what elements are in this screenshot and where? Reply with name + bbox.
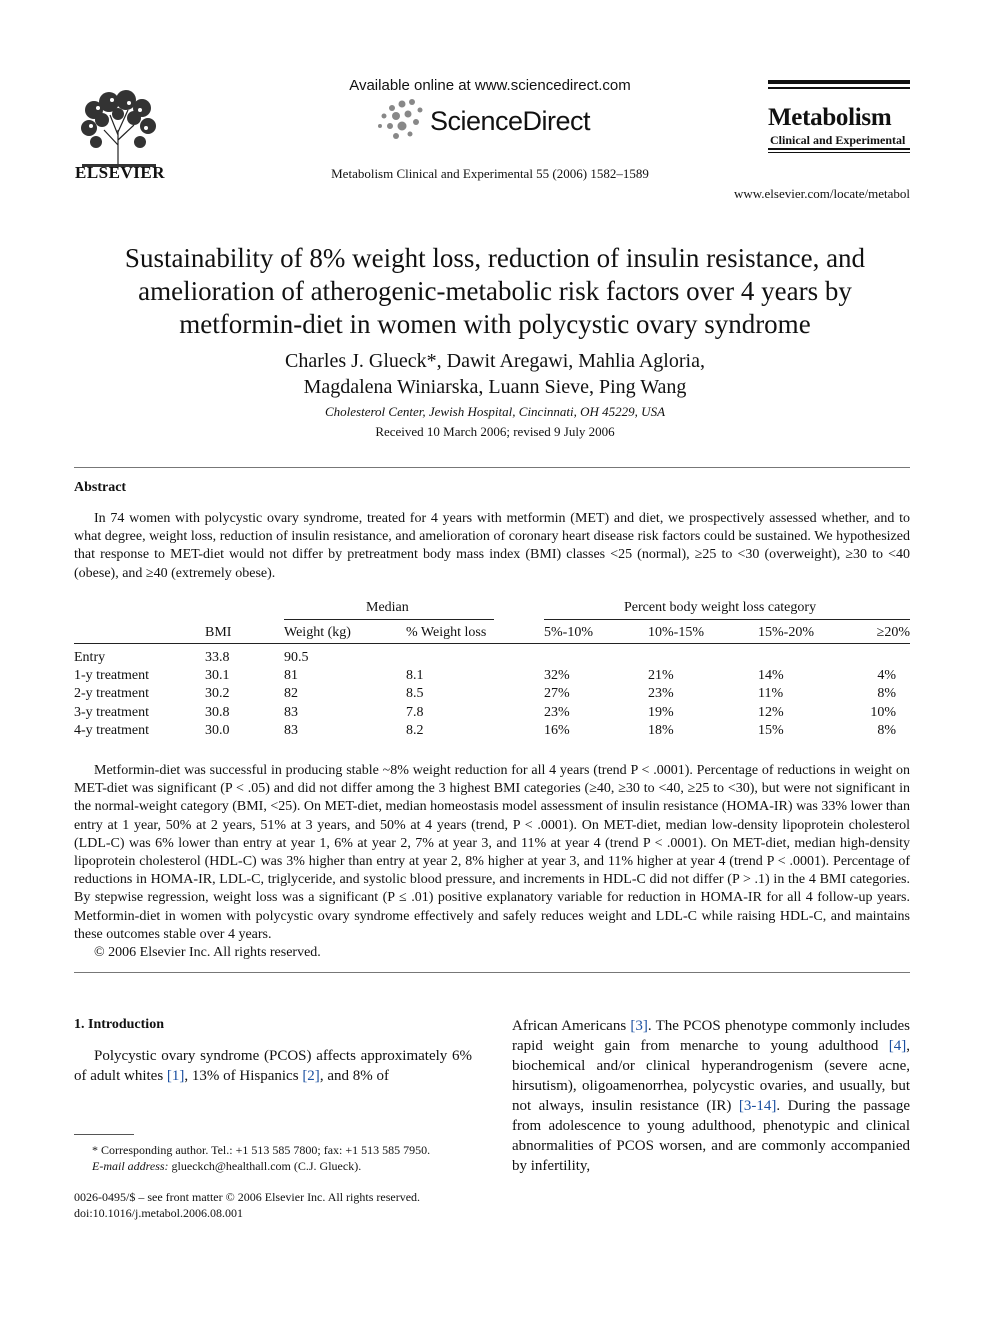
sciencedirect-wordmark: ScienceDirect xyxy=(430,106,591,136)
doi-note[interactable]: doi:10.1016/j.metabol.2006.08.001 xyxy=(74,1206,243,1220)
journal-rule xyxy=(768,148,910,150)
table-cell: 32% xyxy=(544,668,570,683)
table-cell: 12% xyxy=(758,705,784,720)
available-online-text: Available online at www.sciencedirect.com xyxy=(349,77,631,94)
article-title: Sustainability of 8% weight loss, reduction of insulin resistance, and amelioration of atherogenic-metabolic risk factors over 4 years by metformin-diet in women with polycystic ovary syndrome xyxy=(124,243,866,339)
intro-text: Polycystic ovary syndrome (PCOS) affects approximately 6% of adult whites xyxy=(74,1048,472,1084)
intro-text: . During the passage from adolescence to young adulthood, phenotypic and clinical abnormalities of PCOS worsen, and are commonly accompanied by infertility, xyxy=(512,1098,910,1174)
table-cell: 30.8 xyxy=(205,705,230,720)
reference-link[interactable]: [3] xyxy=(630,1018,648,1034)
table-group-header-percent: Percent body weight loss category xyxy=(624,600,817,615)
table-cell: 2-y treatment xyxy=(74,686,150,701)
intro-text: , 13% of Hispanics xyxy=(184,1068,303,1084)
abstract-paragraph-2: Metformin-diet was successful in producing stable ~8% weight reduction for all 4 years (trend P < .0001). Percentage of reductions in weight on MET-diet was significant (P < .05) and did not differ among the 3 highest BMI categories (≥40, ≥30 to <40, ≥25 to <30), but were not significant in the normal-weight category (BMI, <25). On MET-diet, median homeostasis model assessment of insulin resistance (HOMA-IR) was 33% lower than entry at 1 year, 50% at 2 years, 51% at 3 years, and 50% at 4 years (trend, P < .0001). On MET-diet, median low-density lipoprotein cholesterol (LDL-C) was 6% lower than entry at year 1, 6% at year 2, 7% at year 3, and 11% at year 4 (trend P < .0001). On MET-diet, median high-density lipoprotein cholesterol (HDL-C) was 3% higher than entry at year 2, 8% higher at year 3, and 11% higher at year 4 (trend P < .0001). Percentage of reductions in HOMA-IR, LDL-C, triglyceride, and systolic blood pressure, and increments in HDL-C did not differ (P > .1) in the 4 BMI categories. By stepwise regression, weight loss was a significant (P ≤ .01) positive explanatory variable for reduction in HOMA-IR for all 4 follow-up years. Metformin-diet in women with polycystic ovary syndrome effectively and safely reduces weight and LDL-C while raising HDL-C, and maintains these outcomes stable over 4 years. xyxy=(74,763,910,942)
reference-link[interactable]: [4] xyxy=(888,1038,907,1054)
journal-rule xyxy=(768,87,910,89)
copyright-notice: © 2006 Elsevier Inc. All rights reserved. xyxy=(94,945,321,960)
abstract-paragraph-1: In 74 women with polycystic ovary syndrome, treated for 4 years with metformin (MET) and diet, we prospectively assessed whether, and to what degree, weight loss, reduction of insulin resistance, and amelioration of coronary heart disease risk factors could be sustained. We hypothesized that response to MET-diet would not differ by pretreatment body mass index (BMI) classes <25 (normal), ≥25 to <30 (overweight), ≥30 to <40 (obese), and ≥40 (extremely obese). xyxy=(74,511,910,581)
table-cell: 8.5 xyxy=(406,686,424,701)
table-header-20-plus: ≥20% xyxy=(876,625,910,640)
table-cell: 11% xyxy=(758,686,784,701)
reference-link[interactable]: [3-14] xyxy=(738,1098,777,1114)
table-group-header-median: Median xyxy=(366,600,409,615)
reference-link[interactable]: [1] xyxy=(166,1068,185,1084)
divider xyxy=(74,467,910,468)
journal-rule xyxy=(768,152,910,153)
authors-line-2: Magdalena Winiarska, Luann Sieve, Ping Wang xyxy=(303,376,687,398)
author-list xyxy=(100,348,890,400)
table-cell: 8.2 xyxy=(406,723,424,738)
table-cell: 8% xyxy=(877,723,896,738)
intro-text: African Americans xyxy=(512,1018,631,1034)
table-cell: 81 xyxy=(284,668,298,683)
section-heading-introduction: 1. Introduction xyxy=(74,1017,164,1032)
table-cell: 23% xyxy=(544,705,570,720)
intro-text: , and 8% of xyxy=(319,1068,389,1084)
table-header-weight: Weight (kg) xyxy=(284,625,351,640)
journal-citation: Metabolism Clinical and Experimental 55 (2006) 1582–1589 xyxy=(331,166,649,181)
journal-url-link[interactable]: www.elsevier.com/locate/metabol xyxy=(733,186,910,201)
corresponding-author-note: * Corresponding author. Tel.: +1 513 585 7800; fax: +1 513 585 7950. xyxy=(92,1143,431,1157)
table-rule xyxy=(74,643,910,644)
intro-text: . The PCOS phenotype commonly includes rapid weight gain from menarche to young adulthood xyxy=(512,1018,911,1054)
footnote-rule xyxy=(74,1134,134,1135)
table-cell: 83 xyxy=(284,705,298,720)
table-rule xyxy=(284,619,494,620)
journal-rule xyxy=(768,80,910,84)
table-cell: 23% xyxy=(648,686,674,701)
table-cell: 3-y treatment xyxy=(74,705,150,720)
table-header-weight-loss: % Weight loss xyxy=(406,625,487,640)
authors-line-1: Charles J. Glueck*, Dawit Aregawi, Mahlia Agloria, xyxy=(285,350,705,372)
table-cell: 21% xyxy=(648,668,674,683)
publisher-name: ELSEVIER xyxy=(75,163,165,182)
table-cell: 82 xyxy=(284,686,298,701)
table-cell: 8.1 xyxy=(406,668,424,683)
table-cell: 18% xyxy=(648,723,674,738)
table-rule xyxy=(544,619,910,620)
table-cell: 30.1 xyxy=(205,668,230,683)
table-cell: 7.8 xyxy=(406,705,424,720)
divider xyxy=(74,972,910,973)
table-cell: 27% xyxy=(544,686,570,701)
reference-link[interactable]: [2] xyxy=(302,1068,320,1084)
table-cell: 1-y treatment xyxy=(74,668,150,683)
journal-name: Metabolism xyxy=(768,104,892,131)
issn-note: 0026-0495/$ – see front matter © 2006 Elsevier Inc. All rights reserved. xyxy=(74,1190,421,1204)
affiliation: Cholesterol Center, Jewish Hospital, Cincinnati, OH 45229, USA xyxy=(324,404,666,419)
intro-text: , biochemical and/or clinical hyperandrogenism (severe acne, hirsutism), oligoamenorrhea, polycystic ovaries, and usually, but not always, insulin resistance (IR) xyxy=(512,1038,910,1114)
journal-subtitle: Clinical and Experimental xyxy=(770,133,906,147)
abstract-heading: Abstract xyxy=(74,480,127,495)
table-cell: 90.5 xyxy=(284,650,309,665)
table-cell: 4-y treatment xyxy=(74,723,150,738)
table-cell: 19% xyxy=(648,705,674,720)
table-cell: 14% xyxy=(758,668,784,683)
received-dates: Received 10 March 2006; revised 9 July 2006 xyxy=(375,424,615,439)
table-header-bmi: BMI xyxy=(205,625,232,640)
table-header-10-15: 10%-15% xyxy=(648,625,704,640)
email-link[interactable]: glueckch@healthall.com (C.J. Glueck). xyxy=(171,1159,362,1173)
email-note xyxy=(74,1158,484,1174)
table-cell: Entry xyxy=(74,650,106,665)
table-cell: 16% xyxy=(544,723,570,738)
table-cell: 30.0 xyxy=(205,723,230,738)
table-cell: 15% xyxy=(758,723,784,738)
intro-right-column xyxy=(512,1016,910,1176)
table-cell: 30.2 xyxy=(205,686,230,701)
email-label: E-mail address: xyxy=(92,1159,169,1173)
table-cell: 10% xyxy=(870,705,896,720)
table-cell: 33.8 xyxy=(205,650,230,665)
table-header-5-10: 5%-10% xyxy=(544,625,593,640)
table-cell: 8% xyxy=(877,686,896,701)
table-header-15-20: 15%-20% xyxy=(758,625,814,640)
table-cell: 83 xyxy=(284,723,298,738)
table-cell: 4% xyxy=(877,668,896,683)
intro-left-column xyxy=(74,1046,472,1086)
